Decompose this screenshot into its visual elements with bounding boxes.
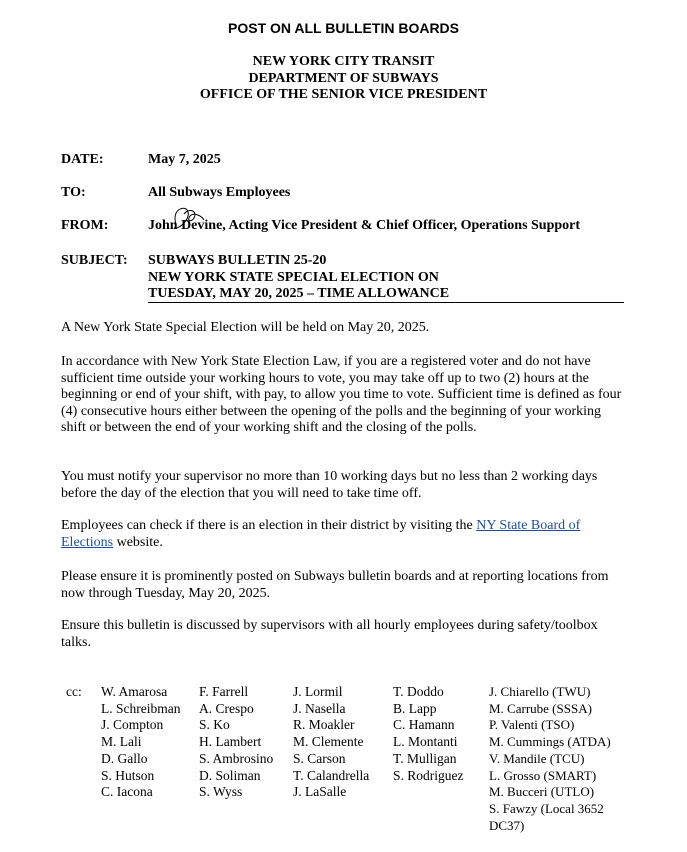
cc-recipient: M. Cummings (ATDA) [489, 734, 611, 750]
from-label: FROM: [61, 218, 109, 233]
cc-recipient: B. Lapp [393, 700, 437, 716]
cc-recipient: H. Lambert [199, 734, 262, 750]
subject-line-2: NEW YORK STATE SPECIAL ELECTION ON [148, 269, 439, 285]
cc-recipient: M. Clemente [293, 734, 364, 750]
organization-block [0, 54, 687, 104]
body-paragraph-5: Please ensure it is prominently posted on Subways bulletin boards and at reporting locations from now through Tuesday, May 20, 2025. [61, 569, 609, 601]
cc-recipient: J. Lormil [293, 684, 343, 699]
cc-recipient: C. Hamann [393, 717, 455, 733]
subject-value [148, 253, 449, 303]
paragraph-4-text-before: Employees can check if there is an election in their district by visiting the [61, 518, 477, 533]
to-label: TO: [61, 185, 86, 200]
cc-label: cc: [66, 684, 82, 699]
cc-column-5 [489, 684, 624, 834]
ny-state-board-of-elections-link[interactable]: NY State Board of Elections [61, 518, 581, 550]
cc-recipient: C. Iacona [101, 784, 153, 800]
cc-recipient: T. Mulligan [393, 750, 457, 766]
cc-recipient: S. Rodriguez [393, 767, 464, 783]
cc-recipient: L. Montanti [393, 734, 458, 750]
body-paragraph-4 [61, 518, 626, 551]
cc-recipient: T. Doddo [393, 684, 444, 699]
to-value: All Subways Employees [148, 185, 291, 200]
cc-recipient: V. Mandile (TCU) [489, 750, 585, 766]
organization-line-2: DEPARTMENT OF SUBWAYS [248, 70, 439, 86]
cc-recipient: J. LaSalle [293, 784, 347, 800]
cc-recipient: S. Wyss [199, 784, 243, 800]
cc-recipient: D. Gallo [101, 750, 148, 766]
date-value: May 7, 2025 [148, 152, 221, 167]
body-paragraph-2: In accordance with New York State Election Law, if you are a registered voter and do not have sufficient time outside your working hours to vote, you may take off up to two (2) hours at the beginning or end of your shift, with pay, to allow you time to vote. Sufficient time is defined as four (4) consecutive hours either between the opening of the polls and the beginning of your working shift or between the end of your working shift and the closing of the polls. [61, 354, 622, 435]
cc-column-2 [199, 684, 273, 801]
cc-column-4 [393, 684, 464, 784]
post-header: POST ON ALL BULLETIN BOARDS [228, 20, 459, 36]
cc-recipient: S. Carson [293, 750, 346, 766]
body-paragraph-6: Ensure this bulletin is discussed by supervisors with all hourly employees during safety/toolbox talks. [61, 618, 598, 650]
body-paragraph-1: A New York State Special Election will be held on May 20, 2025. [61, 320, 430, 335]
cc-recipient: S. Ko [199, 717, 230, 733]
subject-underline [148, 302, 624, 303]
cc-recipient: J. Chiarello (TWU) [489, 684, 591, 699]
cc-recipient: M. Lali [101, 734, 142, 750]
cc-recipient: A. Crespo [199, 700, 254, 716]
cc-column-3 [293, 684, 369, 801]
cc-recipient: L. Grosso (SMART) [489, 767, 597, 783]
cc-recipient: J. Compton [101, 717, 164, 733]
cc-recipient: W. Amarosa [101, 684, 168, 699]
paragraph-4-text-after: website. [113, 534, 163, 550]
cc-recipient: L. Schreibman [101, 700, 181, 716]
cc-column-1 [101, 684, 180, 801]
cc-recipient: P. Valenti (TSO) [489, 717, 575, 733]
subject-line-3: TUESDAY, MAY 20, 2025 – TIME ALLOWANCE [148, 286, 450, 301]
cc-recipient: M. Bucceri (UTLO) [489, 784, 595, 800]
from-value: John Devine, Acting Vice President & Chief Officer, Operations Support [148, 218, 581, 233]
cc-recipient: J. Nasella [293, 700, 346, 716]
cc-recipient: F. Farrell [199, 684, 249, 699]
cc-recipient: S. Hutson [101, 767, 155, 783]
organization-line-3: OFFICE OF THE SENIOR VICE PRESIDENT [199, 87, 488, 102]
date-label: DATE: [61, 152, 104, 167]
cc-recipient: D. Soliman [199, 767, 261, 783]
cc-recipient: T. Calandrella [293, 767, 370, 783]
cc-recipient: R. Moakler [293, 717, 355, 733]
signature-icon [166, 204, 206, 234]
subject-label: SUBJECT: [61, 253, 128, 268]
cc-recipient: M. Carrube (SSSA) [489, 700, 592, 716]
cc-recipient: S. Fawzy (Local 3652 DC37) [489, 800, 604, 833]
body-paragraph-3: You must notify your supervisor no more than 10 working days but no less than 2 working days before the day of the election that you will need to take time off. [61, 469, 598, 501]
cc-recipient: S. Ambrosino [199, 750, 274, 766]
organization-line-1: NEW YORK CITY TRANSIT [252, 54, 435, 69]
subject-line-1: SUBWAYS BULLETIN 25-20 [148, 253, 327, 268]
